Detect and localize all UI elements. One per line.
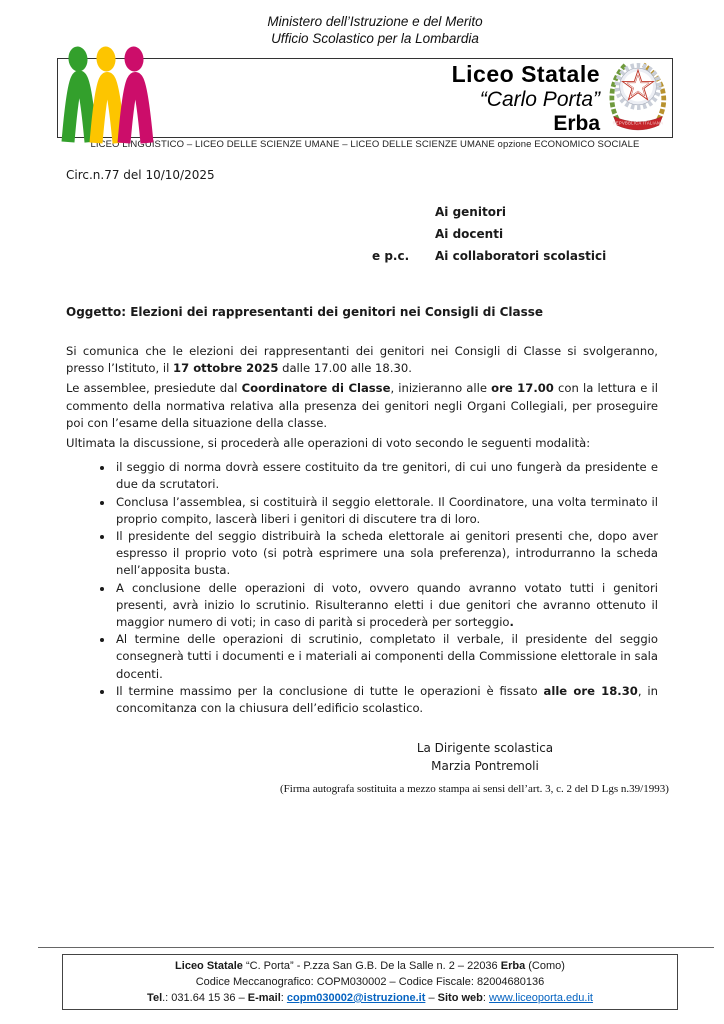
pc-label: e p.c.: [372, 249, 410, 263]
email-link[interactable]: copm030002@istruzione.it: [286, 992, 426, 1004]
recipient-row: [372, 201, 606, 223]
italian-republic-emblem-icon: [604, 55, 672, 137]
list-item: • A conclusione delle operazioni di voto, ovvero quando avranno votato tutti i genitori presenti, avrà inizio lo scrutinio. Risulteranno eletti i due genitori che avranno ottenuto il maggior numero di voti; in caso di parità si procederà per sorteggio.: [114, 580, 658, 632]
recipient-row: [372, 223, 606, 245]
recipient-row: [372, 245, 606, 267]
ministry-line2: Ufficio Scolastico per la Lombardia: [271, 31, 479, 46]
signature-role: La Dirigente scolastica: [416, 741, 554, 755]
ministry-line1: Ministero dell’Istruzione e del Merito: [267, 14, 483, 29]
paragraph-3: Ultimata la discussione, si procederà alle operazioni di voto secondo le seguenti modalità:: [66, 436, 591, 451]
modalita-list: [66, 459, 658, 717]
signature-name: Marzia Pontremoli: [431, 758, 539, 773]
signature-legal-note: (Firma autografa sostituita a mezzo stampa ai sensi dell’art. 3, c. 2 del D Lgs n.39/1993): [280, 783, 669, 795]
footer-contacts-line: Tel.: 031.64 15 36 – E-mail: copm030002@istruzione.it – Sito web: www.liceoporta.edu.it: [147, 992, 593, 1004]
recipient-docenti: Ai docenti: [435, 227, 504, 241]
paragraph-2: Le assemblee, presiedute dal Coordinatore di Classe, inizieranno alle ore 17.00 con la lettura e il commento della normativa relativa alla presenza dei genitori negli Organi Collegiali, per proseguire poi con l’esame della situazione della classe.: [66, 381, 658, 430]
list-item: • Al termine delle operazioni di scrutinio, completato il verbale, il presidente del seggio consegnerà tutti i documenti e i materiali ai componenti della Commissione elettorale in sala docenti.: [114, 631, 658, 683]
footer-box: [62, 954, 678, 1010]
emblem-ribbon-text: REPVBBLICA ITALIANA: [612, 120, 664, 126]
list-item: • il seggio di norma dovrà essere costituito da tre genitori, di cui uno fungerà da presidente e due da scrutatori.: [114, 459, 658, 493]
school-name: Liceo Statale: [451, 61, 600, 87]
school-logo-icon: [58, 42, 158, 144]
signature-block: [335, 740, 635, 775]
circular-number: Circ.n.77 del 10/10/2025: [66, 168, 215, 182]
paragraph-1: Si comunica che le elezioni dei rappresentanti dei genitori nei Consigli di Classe si svolgeranno, presso l’Istituto, il 17 ottobre 2025 dalle 17.00 alle 18.30.: [66, 344, 658, 376]
recipient-genitori: Ai genitori: [435, 205, 506, 219]
footer-codes-line: Codice Meccanografico: COPM030002 – Codice Fiscale: 82004680136: [195, 976, 545, 988]
subject-line: Oggetto: Elezioni dei rappresentanti dei genitori nei Consigli di Classe: [66, 305, 544, 319]
school-types-strip: LICEO LINGUISTICO – LICEO DELLE SCIENZE UMANE – LICEO DELLE SCIENZE UMANE opzione ECONOMICO SOCIALE: [90, 139, 640, 150]
school-quote-name: “Carlo Porta”: [479, 88, 600, 111]
website-link[interactable]: www.liceoporta.edu.it: [489, 992, 593, 1004]
body-text: [66, 343, 658, 717]
school-city: Erba: [553, 112, 600, 135]
footer-address-line: Liceo Statale “C. Porta” - P.zza San G.B. De la Salle n. 2 – 22036 Erba (Como): [175, 960, 565, 972]
list-item: • Il presidente del seggio distribuirà la scheda elettorale ai genitori presenti che, dopo aver espresso il proprio voto (si potrà esprimere una sola preferenza), introdurranno la scheda nell’apposita busta.: [114, 528, 658, 580]
recipients-block: [372, 201, 606, 267]
list-item: • Il termine massimo per la conclusione di tutte le operazioni è fissato alle ore 18.30, in concomitanza con la chiusura dell’edificio scolastico.: [114, 683, 658, 717]
list-item: • Conclusa l’assemblea, si costituirà il seggio elettorale. Il Coordinatore, una volta terminato il proprio compito, lascerà liberi i genitori di discutere tra di loro.: [114, 494, 658, 528]
footer-divider: [38, 947, 714, 948]
recipient-collaboratori: Ai collaboratori scolastici: [435, 249, 607, 263]
